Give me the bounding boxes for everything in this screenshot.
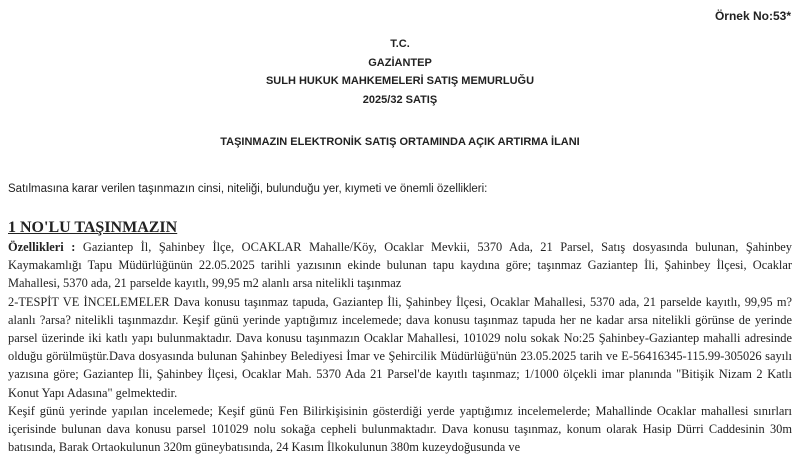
announcement-title: TAŞINMAZIN ELEKTRONİK SATIŞ ORTAMINDA AÇIK ARTIRMA İLANI [220,136,580,148]
property-title: 1 NO'LU TAŞINMAZIN [8,219,178,236]
inspection-paragraph: 2-TESPİT VE İNCELEMELER Dava konusu taşınmaz tapuda, Gaziantep İli, Şahinbey İlçesi, Ocaklar Mahallesi, 5370 ada, 21 parselde kayıtlı, 99,95 m? alanlı ?arsa? nitelikli taşınmazdır. Keşif günü yerinde yaptığımız incelemede; dava konusu taşınmaz tapuda her ne kadar arsa nitelikli görünse de yerinde parsel üzerinde iki katlı yapı bulunmaktadır. Dava konusu taşınmazın Ocaklar Mahallesi, 101029 nolu sokak No:25 Şahinbey-Gaziantep mahalli adresinde olduğu görülmüştür.Dava dosyasında bulunan Şahinbey Belediyesi İmar ve Şehircilik Müdürlüğü'nün 23.05.2025 tarih ve E-56416345-115.99-305026 sayılı yazısına göre; Gaziantep İli, Şahinbey İlçesi, Ocaklar Mah. 5370 Ada 21 Parsel'de kayıtlı taşınmaz; 1/1000 ölçekli imar planında "Bitişik Nizam 2 Katlı Konut Yapı Adasına" gelmektedir. [8,294,792,400]
features-paragraph [8,238,792,293]
header-line-city: GAZİANTEP [368,56,432,69]
features-label: Özellikleri : [8,240,76,254]
site-visit-paragraph: Keşif günü yerinde yapılan incelemede; Keşif günü Fen Bilirkişisinin gösterdiği yerde yaptığımız incelemelerde; Mahallinde Ocaklar mahallesi sınırları içerisinde bulunan dava konusu parsel 101029 nolu sokağa cepheli bulunmaktadır. Dava konusu taşınmaz, konum olarak Hasip Dürri Caddesinin 30m batısında, Barak Ortaokulunun 320m güneybatısında, 24 Kasım İlkokulunun 380m kuzeydoğusunda ve [8,403,792,455]
sample-number: Örnek No:53* [714,9,791,23]
court-header [0,35,800,109]
header-line-file-no: 2025/32 SATIŞ [362,93,438,106]
property-description [8,238,792,456]
intro-text: Satılmasına karar verilen taşınmazın cinsi, niteliği, bulunduğu yer, kıymeti ve önemli özellikleri: [8,183,488,195]
features-text: Gaziantep İl, Şahinbey İlçe, OCAKLAR Mahalle/Köy, Ocaklar Mevkii, 5370 Ada, 21 Parsel, Satış dosyasında bulunan, Şahinbey Kaymakamlığı Tapu Müdürlüğünün 22.05.2025 tarihli yazısının ekinde bulunan tapu kaydına göre; taşınmaz Gaziantep İli, Şahinbey İlçesi, Ocaklar Mahallesi, 5370 ada, 21 parselde kayıtlı, 99,95 m2 alanlı arsa nitelikli taşınmaz [8,240,792,291]
header-line-tc: T.C. [390,38,410,50]
header-line-office: SULH HUKUK MAHKEMELERİ SATIŞ MEMURLUĞU [265,75,535,87]
